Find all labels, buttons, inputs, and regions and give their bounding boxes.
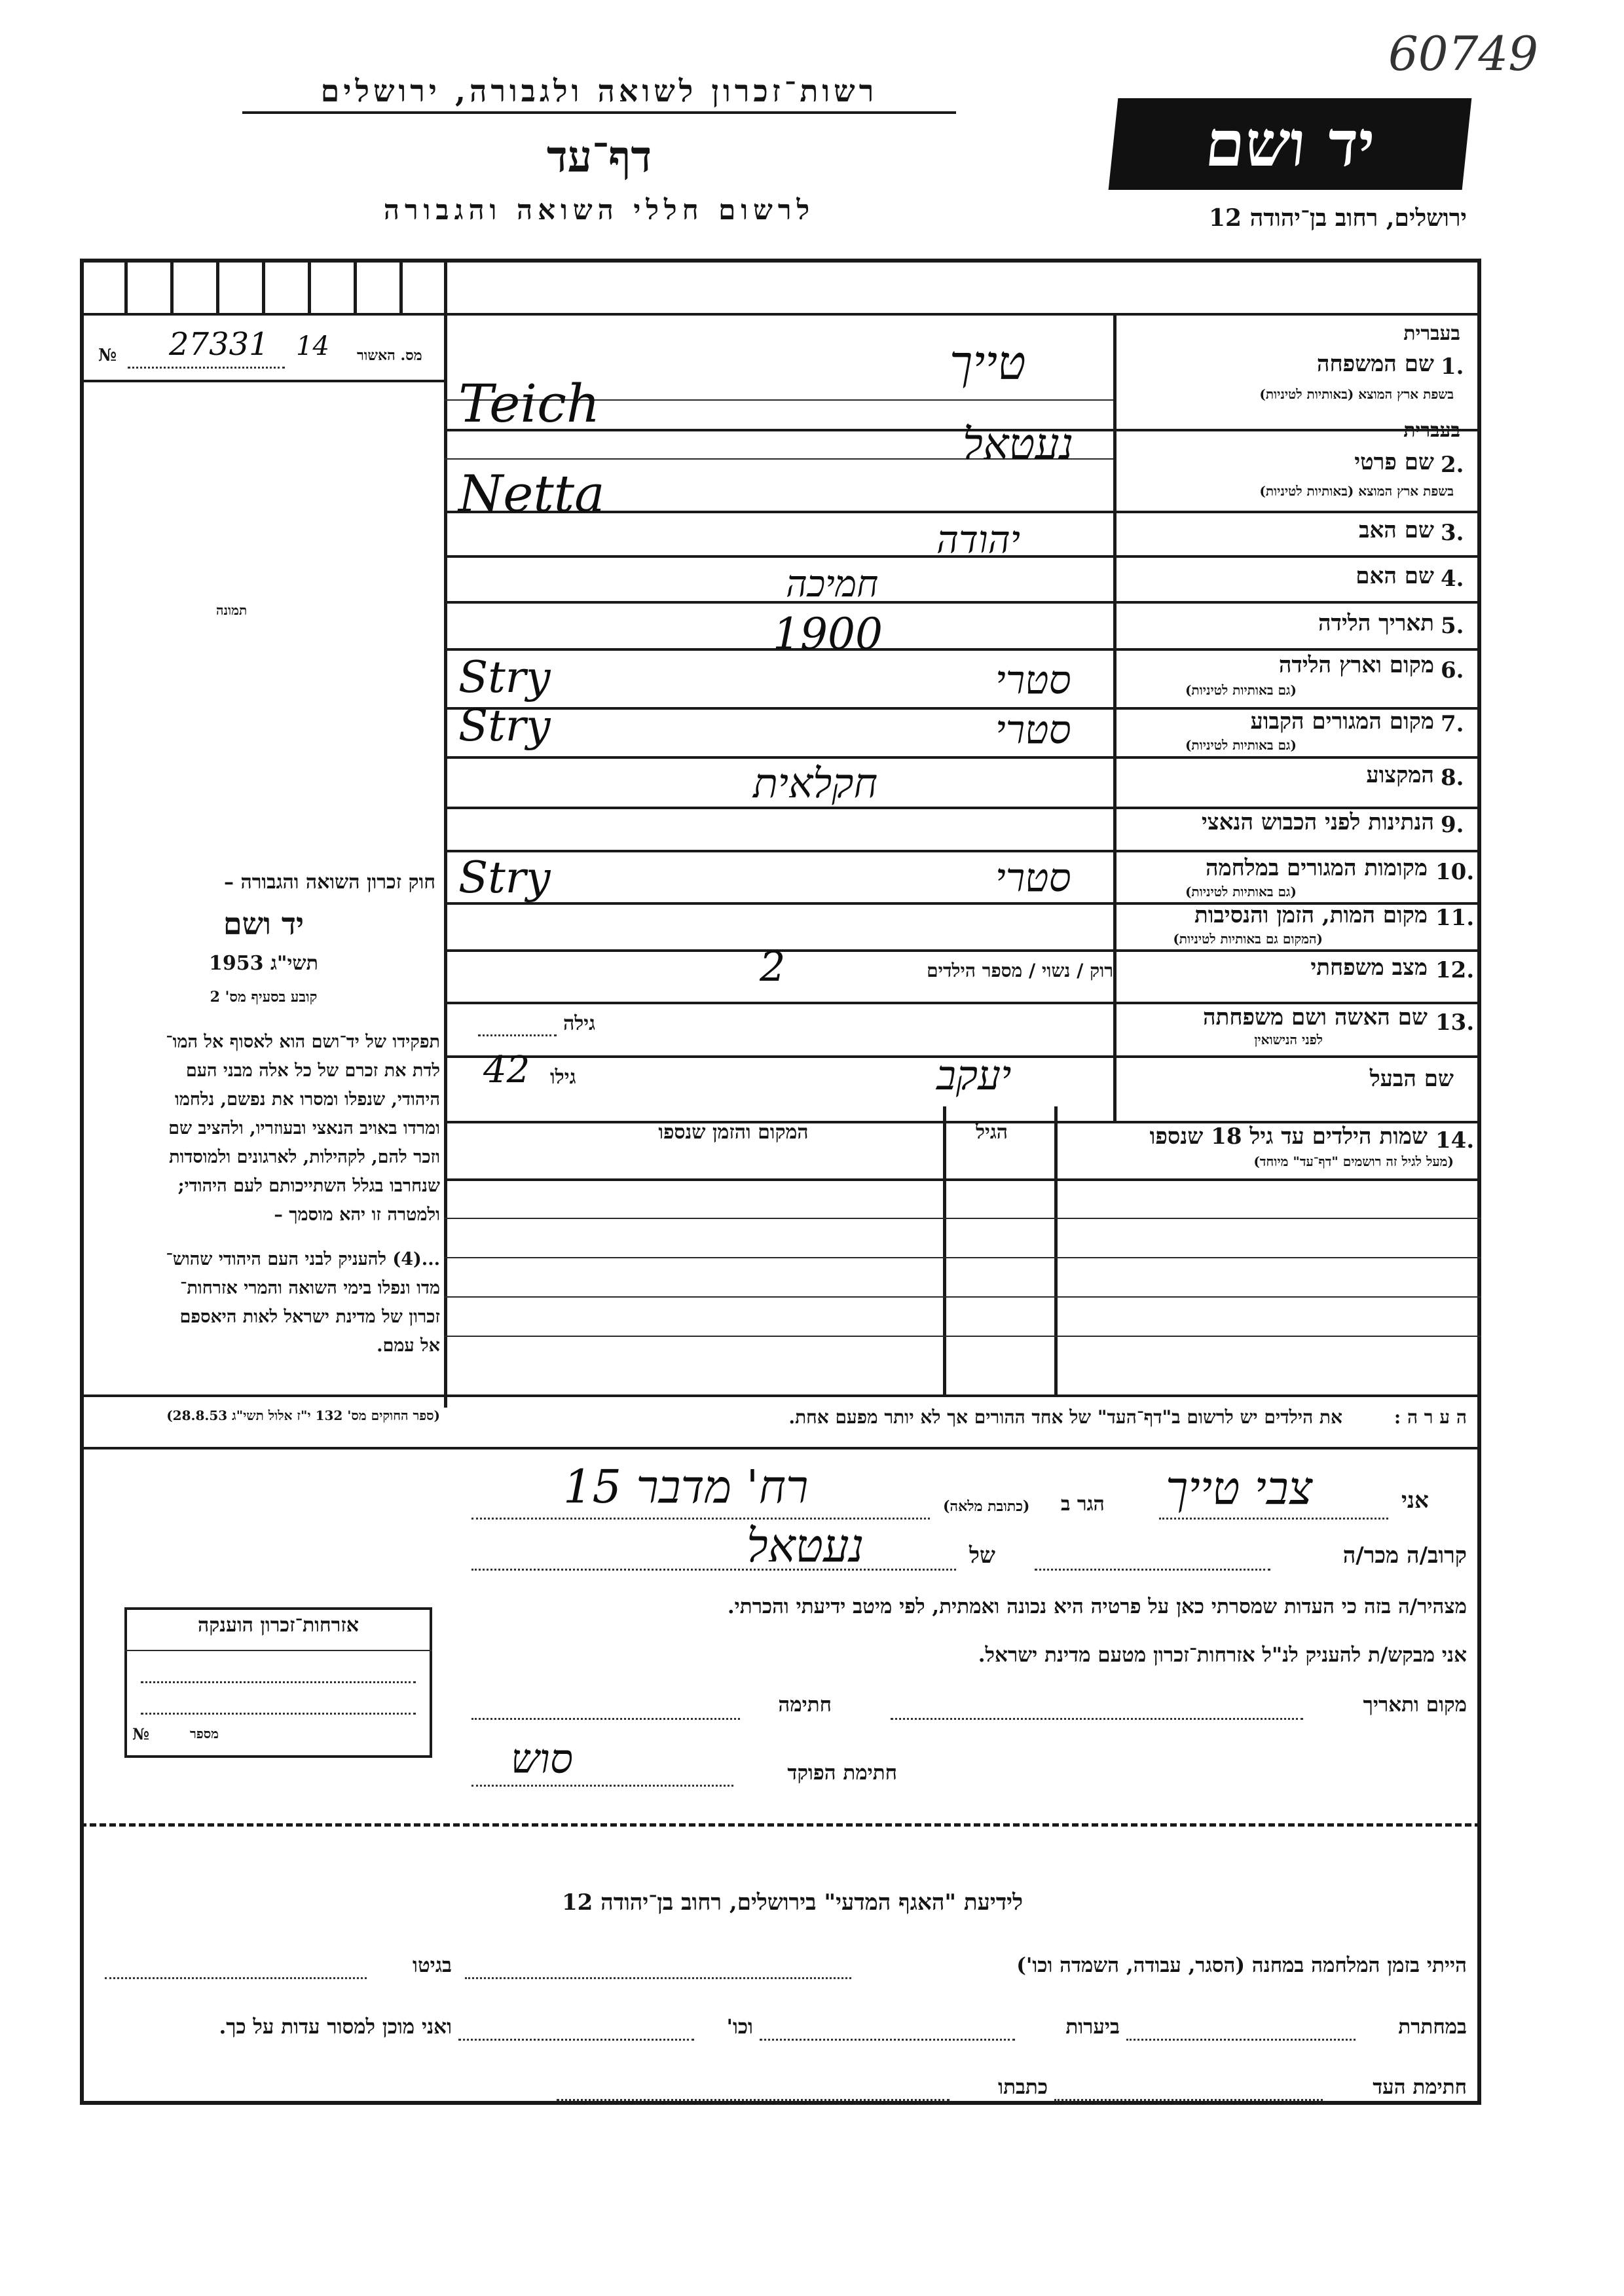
husband-label: שם הבעל [1369, 1066, 1454, 1092]
field-2-hebrew-tag: בעברית [1403, 419, 1460, 442]
children-col-divider [1054, 1106, 1058, 1394]
bottom-line2-b: ביערות [1065, 2015, 1120, 2039]
field-10-latin-value: Stry [458, 852, 551, 903]
row-sep [444, 756, 1481, 759]
citizenship-box-line [124, 1650, 432, 1651]
children-row [444, 1296, 1481, 1298]
field-6-value: סטרי [995, 657, 1071, 703]
witness-request: אני מבקש/ת להעניק לנ"ל אזרחות־זכרון מטעם מדינת ישראל. [978, 1643, 1467, 1667]
witness-relative-line [1035, 1569, 1270, 1571]
field-4-number: 4. [1441, 566, 1464, 592]
bottom-heading: לידיעת "האגף המדעי" בירושלים, רחוב בן־יהודה 12 [562, 1889, 1023, 1916]
top-strip-line [80, 313, 1481, 316]
row-sep [444, 850, 1481, 852]
husband-age-label: גילו [550, 1066, 576, 1089]
field-13-age-label: גילה [563, 1012, 596, 1035]
strip-tick [216, 262, 219, 313]
field-3-number: 3. [1441, 520, 1464, 546]
form-subtitle: לרשום חללי השואה והגבורה [383, 194, 815, 226]
field-12-number: 12. [1435, 957, 1475, 983]
witness-declaration: מצהיר/ה בזה כי העדות שמסרתי כאן על פרטיה היא נכונה ואמתית, לפי מיטב ידיעתי והכרתי. [727, 1595, 1467, 1618]
children-sub: (מעל לגיל זה רושמים "דף־עד" מיוחד) [1253, 1154, 1454, 1169]
header-address: ירושלים, רחוב בן־יהודה 12 [1208, 204, 1467, 232]
field-2-label: שם פרטי [1354, 449, 1434, 475]
place-date-line [891, 1718, 1303, 1720]
field-2-number: 2. [1441, 452, 1464, 478]
strip-tick [124, 262, 128, 313]
witness-relative-label: קרוב/ה מכר/ה [1342, 1542, 1467, 1569]
field-7-sub: (גם באותיות לטיניות) [1185, 737, 1297, 753]
bottom-line1-fill [465, 1977, 851, 1979]
strip-tick [399, 262, 403, 313]
witness-residing: הגר ב [1061, 1493, 1105, 1516]
law-title-name: יד ושם [223, 906, 304, 941]
strip-tick [262, 262, 265, 313]
law-paragraph-1: תפקידו של יד־ושם הוא לאסוף אל המו־ לדת את זכרם של כל אלה מבני העם היהודי, שנפלו ומסרו את נפשם, נלחמו ומרדו באויב הנאצי ובעוזריו, ולהציב שם וזכר להם, לקהילות, לארגונים ולמוסדות שנחרבו בגלל השתייכותם לעם היהודי; ולמטרה זו יהא מוסמך – [166, 1032, 440, 1225]
note-tag: ה ע ר ה : [1393, 1406, 1467, 1428]
children-row [444, 1178, 1481, 1181]
citizenship-box-line [141, 1681, 416, 1683]
bottom-line3-a: חתימת העד [1373, 2075, 1467, 2099]
row-sep [444, 949, 1481, 952]
registration-bottom-line [80, 380, 444, 382]
officer-label: חתימת הפוקד [787, 1761, 897, 1785]
field-13-age-line [478, 1034, 557, 1036]
field-5-number: 5. [1441, 613, 1464, 639]
children-col-age: הגיל [976, 1121, 1008, 1144]
strip-tick [308, 262, 311, 313]
bottom-line2-fill2 [760, 2039, 1015, 2041]
field-1-sub: בשפת ארץ המוצא (באותיות לטיניות) [1259, 386, 1454, 402]
children-row [444, 1336, 1481, 1337]
row-sep [444, 648, 1481, 651]
field-5-label: תאריך הלידה [1318, 610, 1434, 636]
husband-value: יעקב [936, 1051, 1012, 1099]
field-8-label: המקצוע [1366, 762, 1434, 788]
citizenship-number-label: מספר [190, 1726, 219, 1741]
field-12-inline: רוק / נשוי / מספר הילדים [927, 960, 1113, 981]
field-3-label: שם האב [1359, 517, 1434, 543]
org-line: רשות־זכרון לשואה ולגבורה, ירושלים [320, 73, 878, 109]
witness-name-value: צבי טייך [1166, 1461, 1313, 1515]
bottom-line2-c: וכו' [726, 2015, 753, 2039]
bottom-line3-fill [1054, 2099, 1323, 2101]
field-8-value: חקלאית [753, 759, 878, 807]
bottom-line2-fill3 [458, 2039, 694, 2041]
husband-age-value: 42 [483, 1049, 530, 1091]
note-bottom-line [80, 1447, 1481, 1449]
registration-line [128, 367, 285, 369]
field-10-sub: (גם באותיות לטיניות) [1185, 884, 1297, 900]
field-1-hebrew-tag: בעברית [1403, 322, 1460, 345]
bottom-divider-dashed [80, 1823, 1481, 1827]
place-date-label: מקום ותאריך [1363, 1693, 1467, 1717]
field-5-value: 1900 [773, 609, 883, 659]
photo-label: תמונה [216, 602, 248, 618]
law-clause: קובע בסעיף מס' 2 [210, 989, 318, 1006]
law-year: תשי"ג 1953 [209, 952, 318, 975]
field-11-number: 11. [1435, 905, 1475, 931]
note-top-line [80, 1394, 1481, 1397]
bottom-line1-fill2 [105, 1977, 367, 1979]
field-10-value: סטרי [995, 855, 1071, 901]
citizenship-no-mark: № [132, 1724, 150, 1743]
witness-of-value: נעטאל [747, 1519, 864, 1573]
witness-of-label: של [969, 1542, 995, 1569]
field-10-label: מקומות המגורים במלחמה [1205, 855, 1428, 881]
signature-line [471, 1718, 740, 1720]
field-12-value: 2 [760, 943, 786, 991]
children-number: 14. [1435, 1127, 1475, 1154]
children-col-divider [943, 1106, 946, 1394]
strip-tick [170, 262, 174, 313]
signature-label: חתימה [778, 1693, 832, 1717]
field-7-value: סטרי [995, 707, 1071, 753]
strip-tick [354, 262, 357, 313]
witness-of-line [471, 1569, 956, 1571]
field-4-label: שם האם [1356, 563, 1434, 589]
field-2-sub: בשפת ארץ המוצא (באותיות לטיניות) [1259, 483, 1454, 499]
page-number: 60749 [1388, 26, 1539, 81]
officer-signature: סוש [511, 1735, 574, 1783]
registration-suffix: 14 [296, 331, 329, 361]
witness-i-label: אני [1401, 1487, 1429, 1514]
registration-number: 27331 [169, 326, 269, 363]
field-1-label: שם המשפחה [1316, 351, 1434, 377]
org-underline [242, 111, 956, 114]
field-7-latin-value: Stry [458, 701, 551, 751]
witness-address-value: רח' מדבר 15 [563, 1460, 809, 1514]
field-7-number: 7. [1441, 711, 1464, 737]
law-paragraph-2: ...(4) להעניק לבני העם היהודי שהוש־ מדו ונפלו בימי השואה והמרי אזרחות־ זכרון של מדינת ישראל לאות היאספם אל עמם. [166, 1249, 440, 1356]
field-3-value: יהודה [936, 517, 1020, 562]
bottom-line3-fill2 [557, 2099, 950, 2101]
law-source: (ספר החוקים מס' 132 י"ז אלול תשי"ג 28.8.53) [166, 1408, 440, 1423]
bottom-line2-fill [1126, 2039, 1356, 2041]
field-9-number: 9. [1441, 812, 1464, 838]
field-13-sub: לפני הנישואין [1254, 1032, 1323, 1048]
citizenship-box-title: אזרחות־זכרון הוענקה [197, 1614, 360, 1637]
children-row [444, 1218, 1481, 1219]
field-4-value: חמיכה [786, 563, 879, 606]
witness-address-hint: (כתובת מלאה) [943, 1498, 1030, 1515]
children-col-place: המקום והזמן שנספו [658, 1121, 809, 1144]
field-2-latin-value: Netta [458, 465, 605, 524]
field-6-sub: (גם באותיות לטיניות) [1185, 682, 1297, 698]
row-sep [444, 601, 1481, 604]
note-text: את הילדים יש לרשום ב"דף־העד" של אחד ההורים אך לא יותר מפעם אחת. [788, 1406, 1342, 1428]
witness-name-line [1159, 1518, 1388, 1520]
bottom-line1-a: הייתי בזמן המלחמה במחנה (הסגר, עבודה, השמדה וכו') [1016, 1954, 1467, 1977]
field-6-latin-value: Stry [458, 652, 551, 702]
field-13-number: 13. [1435, 1010, 1475, 1036]
registration-label: מס. האשור [357, 347, 422, 364]
children-row [444, 1257, 1481, 1258]
bottom-line2-d: ואני מוכן למסור עדות על כך. [219, 2015, 452, 2039]
field-1-latin-value: Teich [458, 373, 600, 434]
field-11-sub: (המקום גם באותיות לטיניות) [1173, 931, 1323, 947]
field-6-label: מקום וארץ הלידה [1278, 652, 1434, 678]
field-7-label: מקום המגורים הקבוע [1250, 708, 1434, 735]
bottom-line2-a: במחתרת [1398, 2015, 1467, 2039]
law-title-line: חוק זכרון השואה והגבורה – [224, 871, 435, 894]
field-12-label: מצב משפחתי [1310, 955, 1428, 981]
field-13-label: שם האשה ושם משפחתה [1203, 1004, 1428, 1030]
registration-no-mark: № [98, 346, 117, 365]
field-1-hebrew-value: טייך [950, 335, 1026, 390]
field-2-hebrew-value: נעטאל [963, 419, 1074, 469]
bottom-line3-b: כתבתו [998, 2075, 1048, 2099]
field-10-number: 10. [1435, 859, 1475, 885]
officer-line [471, 1785, 733, 1787]
bottom-line1-b: בגיטו [413, 1954, 452, 1977]
field-6-number: 6. [1441, 657, 1464, 683]
children-label: שמות הילדים עד גיל 18 שנספו [1149, 1123, 1428, 1150]
citizenship-box-line [141, 1713, 416, 1715]
yad-vashem-logo: יד ושם [1109, 98, 1472, 190]
field-9-label: הנתינות לפני הכבוש הנאצי [1201, 809, 1434, 835]
field-1-number: 1. [1441, 354, 1464, 380]
form-title: דף־עד [546, 131, 652, 182]
field-8-number: 8. [1441, 765, 1464, 791]
field-11-label: מקום המות, הזמן והנסיבות [1194, 902, 1428, 928]
